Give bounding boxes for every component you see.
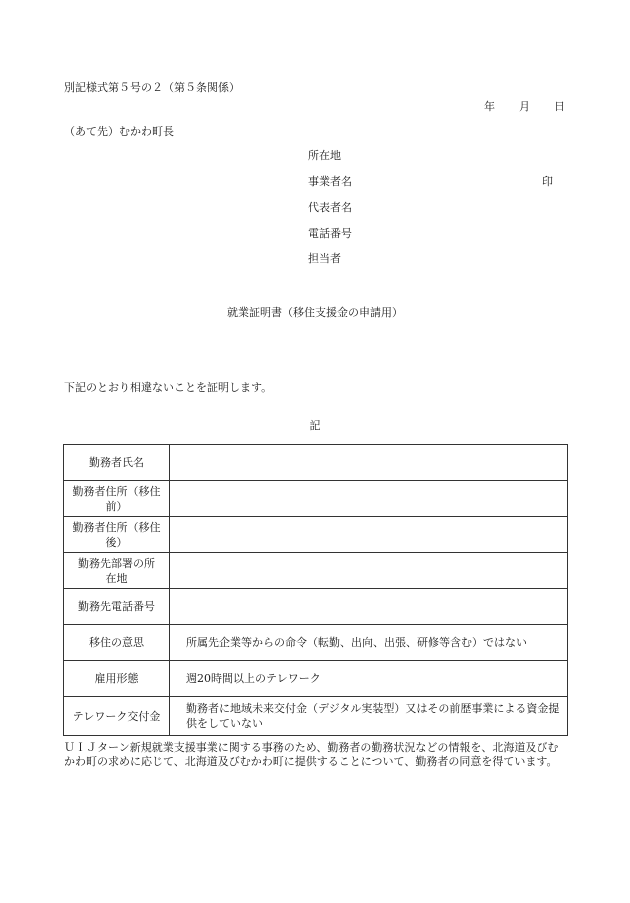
workplace-phone-label: 勤務先電話番号 — [64, 589, 170, 625]
consent-statement: ＵＩＪターン新規就業支援事業に関する事務のため、勤務者の勤務状況などの情報を、北海道及びむかわ町の求めに応じて、北海道及びむかわ町に提供することについて、勤務者の同意を得ています。 — [64, 741, 559, 768]
phone-row[interactable] — [308, 228, 558, 240]
certify-statement: 下記のとおり相違ないことを証明します。 — [64, 381, 273, 394]
representative-label: 代表者名 — [308, 201, 352, 214]
workplace-location-field[interactable] — [170, 553, 568, 589]
address-before-field[interactable] — [170, 481, 568, 517]
table-row — [64, 481, 568, 517]
relocation-intent-value: 所属先企業等からの命令（転勤、出向、出張、研修等含む）ではない — [170, 625, 568, 661]
relocation-intent-label: 移住の意思 — [64, 625, 170, 661]
telework-grant-label: テレワーク交付金 — [64, 697, 170, 736]
ki-heading: 記 — [309, 419, 321, 432]
applicant-address-row[interactable] — [308, 150, 558, 162]
table-row — [64, 697, 568, 736]
address-after-field[interactable] — [170, 517, 568, 553]
table-row — [64, 553, 568, 589]
telework-grant-value: 勤務者に地域未来交付金（デジタル実装型）又はその前歴事業による資金提供をしていない — [170, 697, 568, 736]
address-after-label: 勤務者住所（移住後） — [64, 517, 170, 553]
table-row — [64, 661, 568, 697]
business-name-label: 事業者名 — [308, 175, 352, 188]
detail-table — [63, 444, 568, 736]
address-before-label: 勤務者住所（移住前） — [64, 481, 170, 517]
date-month-field[interactable]: 月 — [519, 100, 530, 113]
person-in-charge-label: 担当者 — [308, 252, 341, 265]
table-row — [64, 445, 568, 481]
phone-label: 電話番号 — [308, 227, 352, 240]
business-name-row[interactable] — [308, 176, 558, 188]
person-in-charge-row[interactable] — [308, 253, 558, 265]
form-number: 別記様式第５号の２（第５条関係） — [64, 81, 240, 94]
workplace-location-label: 勤務先部署の所在地 — [64, 553, 170, 589]
table-row — [64, 517, 568, 553]
seal-mark: 印 — [542, 175, 553, 188]
worker-name-field[interactable] — [170, 445, 568, 481]
document-title: 就業証明書（移住支援金の申請用） — [227, 306, 403, 319]
table-row — [64, 589, 568, 625]
worker-name-label: 勤務者氏名 — [64, 445, 170, 481]
representative-row[interactable] — [308, 202, 558, 214]
date-year-field[interactable]: 年 — [484, 100, 495, 113]
table-row — [64, 625, 568, 661]
date-day-field[interactable]: 日 — [554, 100, 565, 113]
employment-type-value: 週20時間以上のテレワーク — [170, 661, 568, 697]
addressee: （あて先）むかわ町長 — [64, 125, 174, 138]
employment-type-label: 雇用形態 — [64, 661, 170, 697]
date-line — [484, 101, 565, 112]
applicant-address-label: 所在地 — [308, 149, 341, 162]
workplace-phone-field[interactable] — [170, 589, 568, 625]
